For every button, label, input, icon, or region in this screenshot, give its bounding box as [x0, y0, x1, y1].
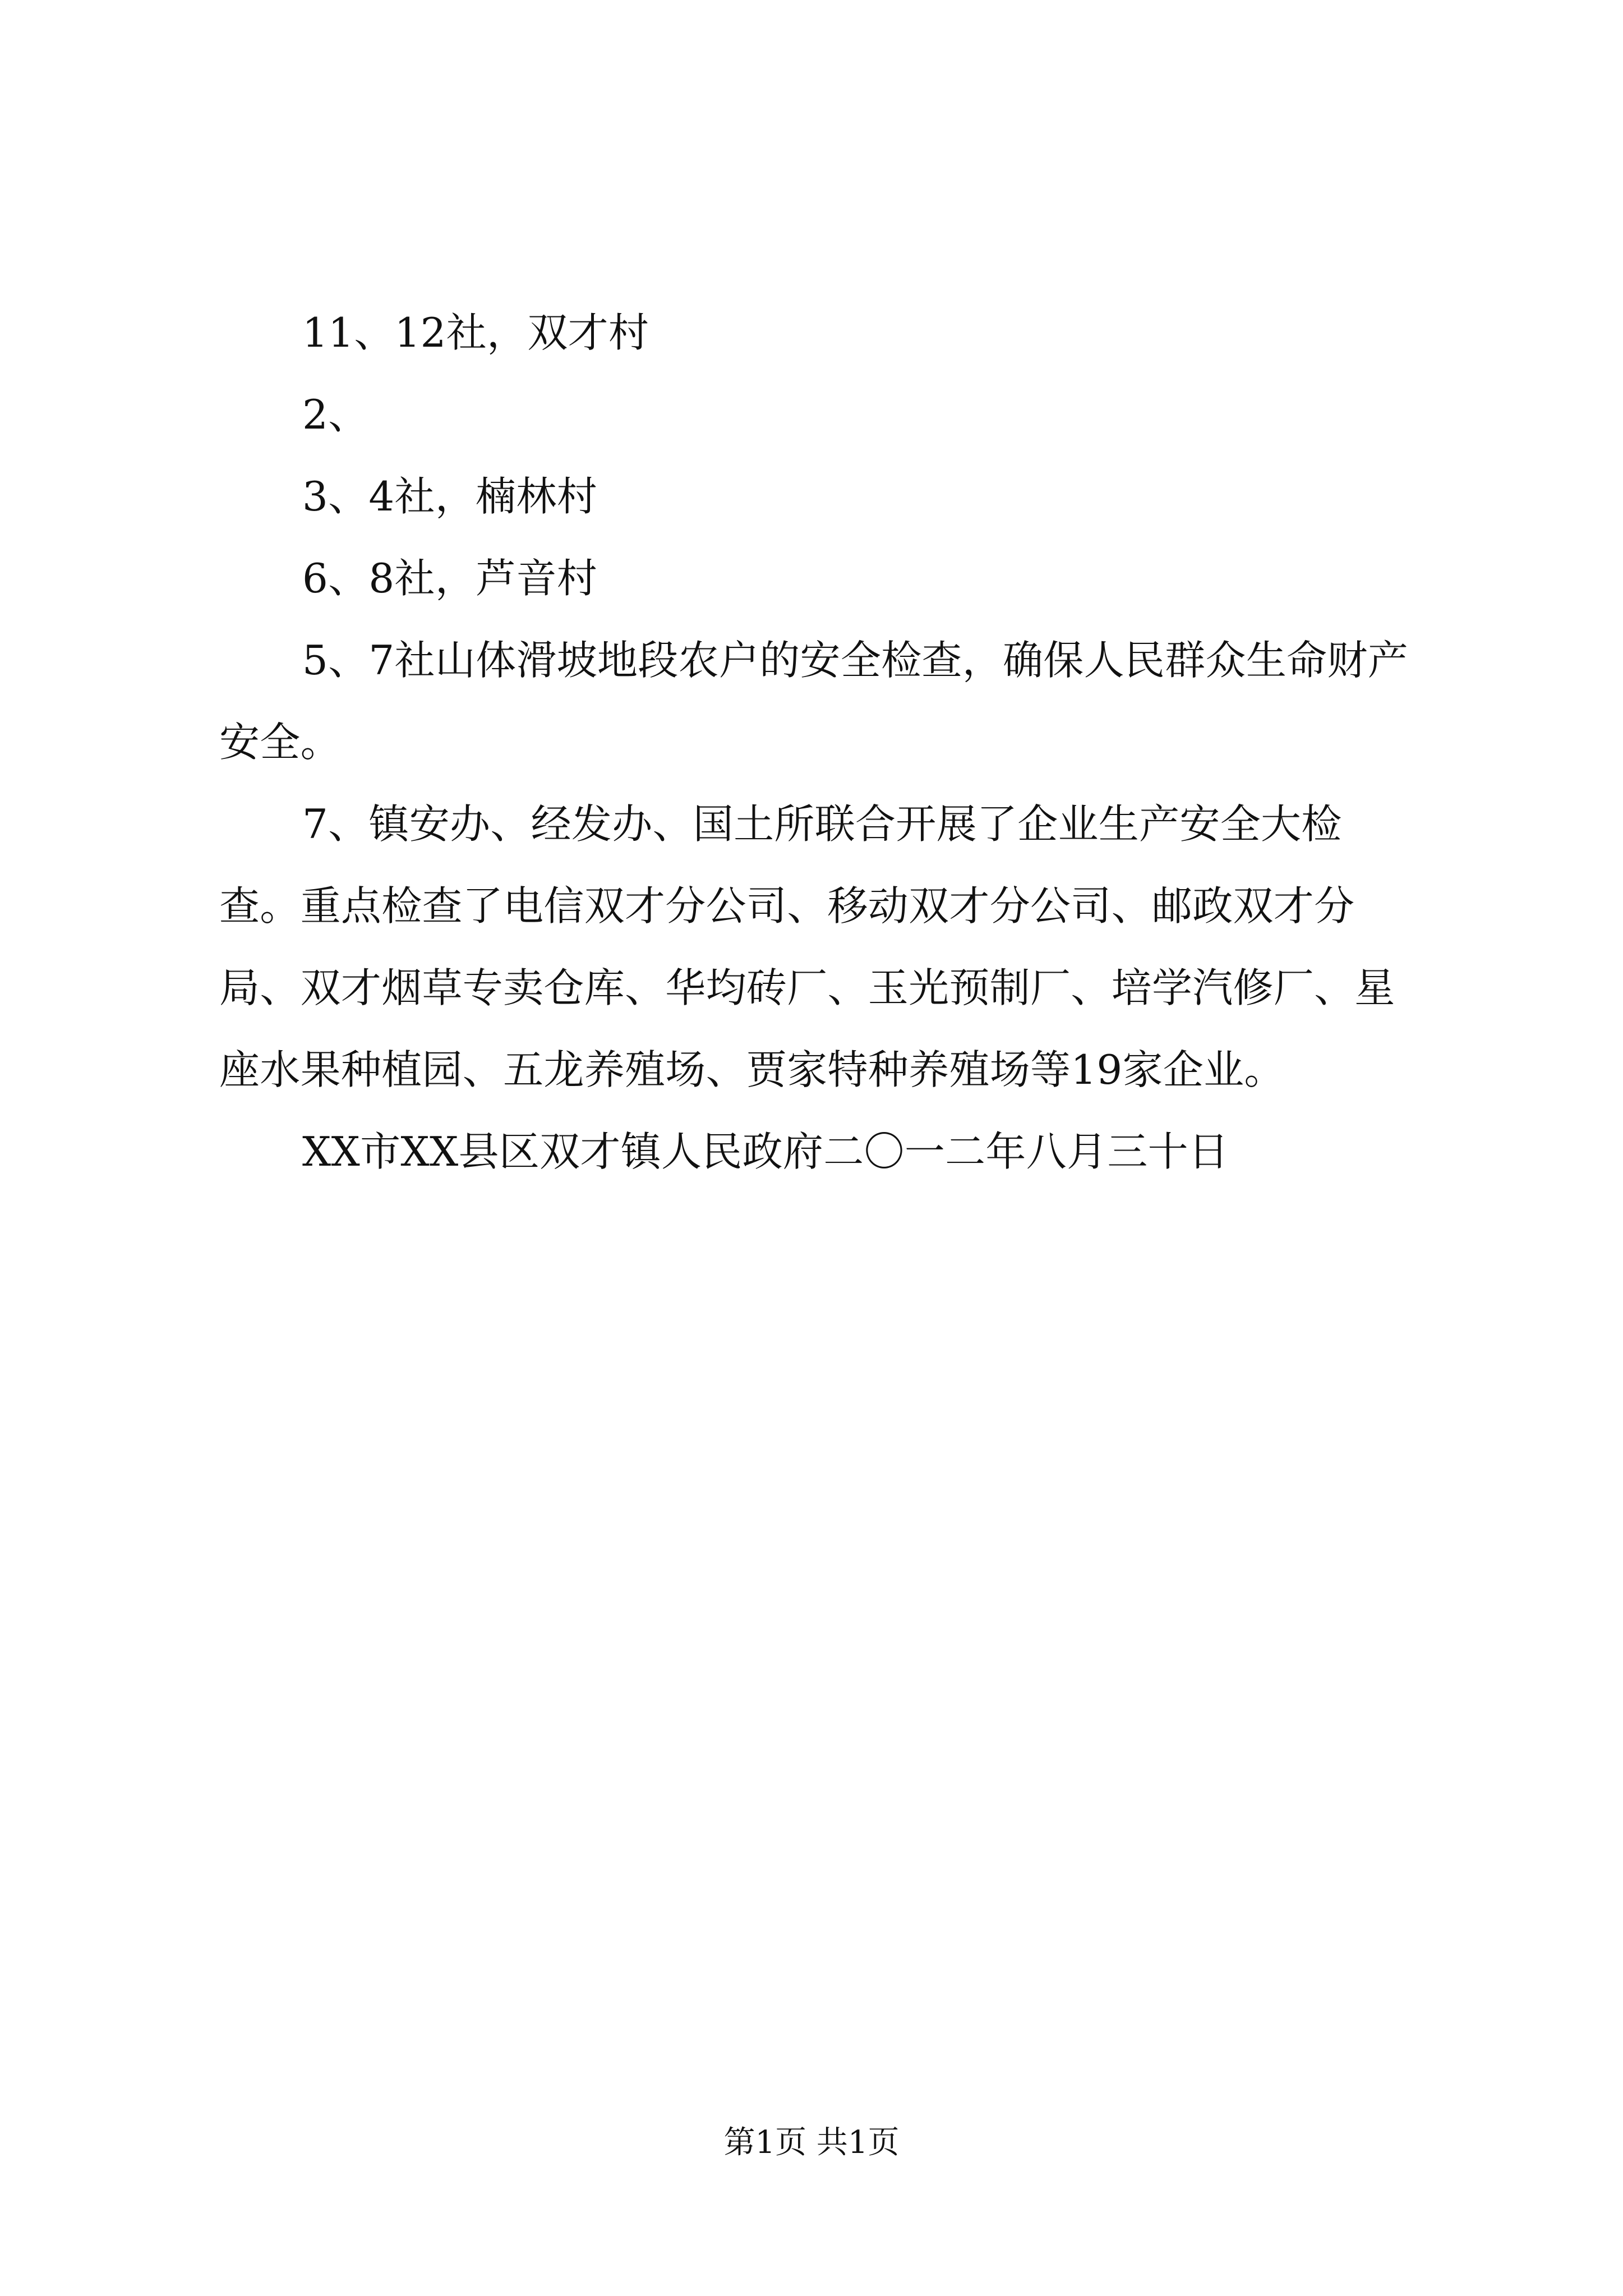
paragraph-3: 3、4社，楠林村: [302, 473, 598, 520]
signature-date-line: XX市XX县区双才镇人民政府二〇一二年八月三十日: [302, 1128, 1229, 1175]
paragraph-4: 6、8社，芦音村: [302, 555, 598, 602]
document-body: [219, 292, 1419, 1193]
paragraph-6: 7、镇安办、经发办、国土所联合开展了企业生产安全大检查。重点检查了电信双才分公司、移动双才分公司、邮政双才分局、双才烟草专卖仓库、华均砖厂、玉光预制厂、培学汽修厂、星座水果种植园、五龙养殖场、贾家特种养殖场等19家企业。: [219, 800, 1395, 1093]
paragraph-5: 5、7社山体滑坡地段农户的安全检查，确保人民群众生命财产安全。: [219, 637, 1409, 766]
page-footer: 第1页 共1页: [723, 2124, 900, 2161]
paragraph-2: 2、: [302, 391, 369, 438]
paragraph-1: 11、12社，双才村: [302, 309, 649, 356]
